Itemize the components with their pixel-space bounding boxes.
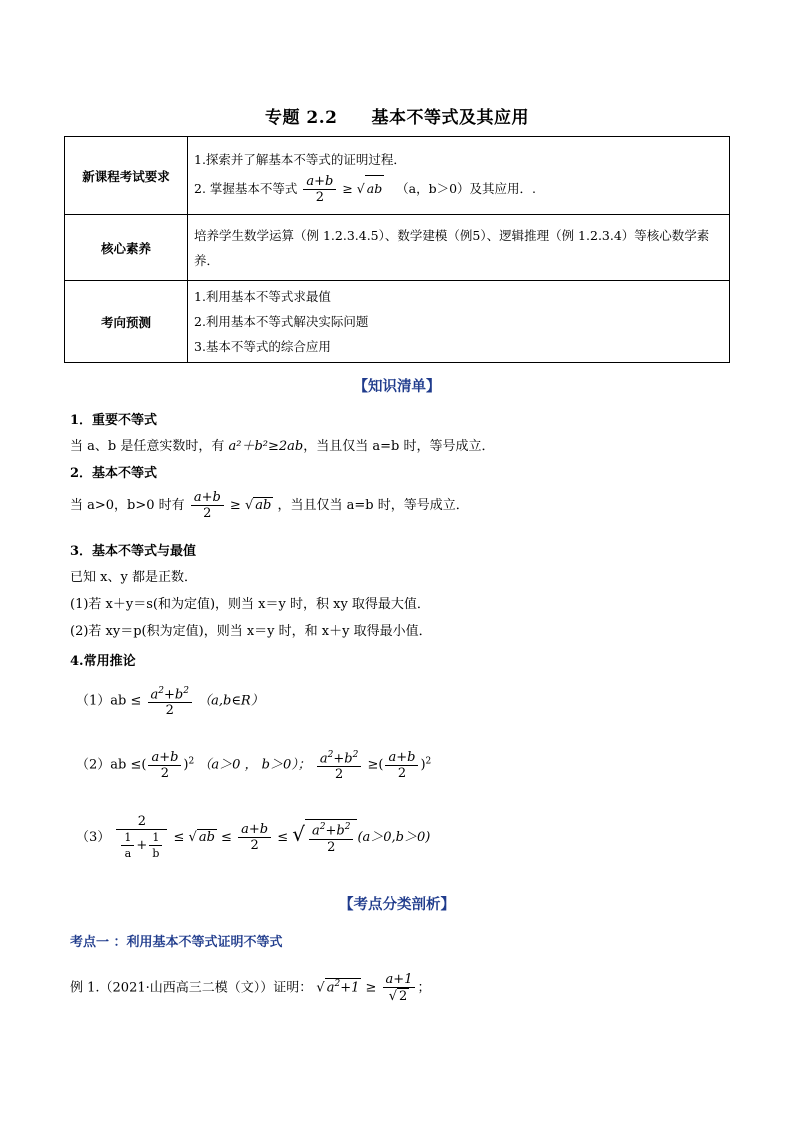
k3-line-2: (1)若 x＋y＝s(和为定值)，则当 x＝y 时，积 xy 取得最大值． <box>70 597 430 612</box>
k3-heading: 3．基本不等式与最值 <box>70 544 197 559</box>
row-content-prediction <box>188 281 730 363</box>
k1-text: 当 a、b 是任意实数时，有 a²＋b²≥2ab，当且仅当 a=b 时，等号成立． <box>70 439 495 454</box>
section-knowledge-heading: 【知识清单】 <box>353 378 441 395</box>
page-title <box>0 103 794 128</box>
formula-1: （1）ab ≤ $\frac{a^2+b^2}{2}$ （a,b∈R） <box>76 686 264 719</box>
k3-line-1: 已知 x、y 都是正数． <box>70 570 197 585</box>
row-head-requirements: 新课程考试要求 <box>65 137 188 215</box>
k1-heading: 1．重要不等式 <box>70 413 158 428</box>
table-row <box>65 281 730 363</box>
fraction-a-plus-b-over-2: $\frac{a+b}{2}$ <box>303 174 336 205</box>
row-content-literacy: 培养学生数学运算（例 1.2.3.4.5）、数学建模（例5）、逻辑推理（例 1.2.3.4）等核心数学素养． <box>188 215 730 281</box>
list-item: 3.基本不等式的综合应用 <box>194 339 331 354</box>
k2-text: 当 a>0，b>0 时有 $\frac{a+b}{2}$ ≥ √ ab ，当且仅当 a=b 时，等号成立． <box>70 490 469 521</box>
section-analysis-heading: 【考点分类剖析】 <box>339 896 455 913</box>
table-row <box>65 137 730 215</box>
k3-line-3: (2)若 xy＝p(积为定值)，则当 x＝y 时，和 x＋y 取得最小值． <box>70 624 432 639</box>
k4-heading: 4.常用推论 <box>70 654 136 669</box>
requirements-table <box>64 136 730 363</box>
list-item: 1.利用基本不等式求最值 <box>194 289 331 304</box>
title-number: 专题 2.2 <box>265 108 338 128</box>
requirement-line-2: 2. 掌握基本不等式 $\frac{a+b}{2}$ ≥ √ ab （a，b＞0）及其应用．. <box>194 173 537 205</box>
formula-2: （2）ab ≤( $\frac{a+b}{2}$ )$^2$ （a＞0 ， b＞0）； $\frac{a^2+b^2}{2}$ ≥( $\frac{a+b}{2}$ )$^2$ <box>76 749 432 783</box>
title-text: 基本不等式及其应用 <box>371 108 529 128</box>
fraction-a-plus-b-over-2: $\frac{a+b}{2}$ <box>191 490 224 521</box>
requirement-line-1: 1.探索并了解基本不等式的证明过程． <box>194 151 406 167</box>
table-row <box>65 215 730 281</box>
formula-3: （3） 2 $\frac{1}{a}$ + $\frac{1}{b}$ ≤ √ ab ≤ $\frac{a+b}{2}$ ≤ √ $\frac{a^2+b^2}{2}$ (a＞0,b＞0) <box>76 814 431 860</box>
row-head-literacy: 核心素养 <box>65 215 188 281</box>
kaodian-1-heading: 考点一 ：利用基本不等式证明不等式 <box>70 935 283 950</box>
row-head-prediction: 考向预测 <box>65 281 188 363</box>
list-item: 2.利用基本不等式解决实际问题 <box>194 314 369 329</box>
k2-heading: 2．基本不等式 <box>70 466 158 481</box>
example-1: 例 1.（2021·山西高三二模（文））证明： √ $a^2+1$ ≥ $\frac{a+1}{√ 2}$ ； <box>70 972 431 1004</box>
row-content-requirements <box>188 137 730 215</box>
